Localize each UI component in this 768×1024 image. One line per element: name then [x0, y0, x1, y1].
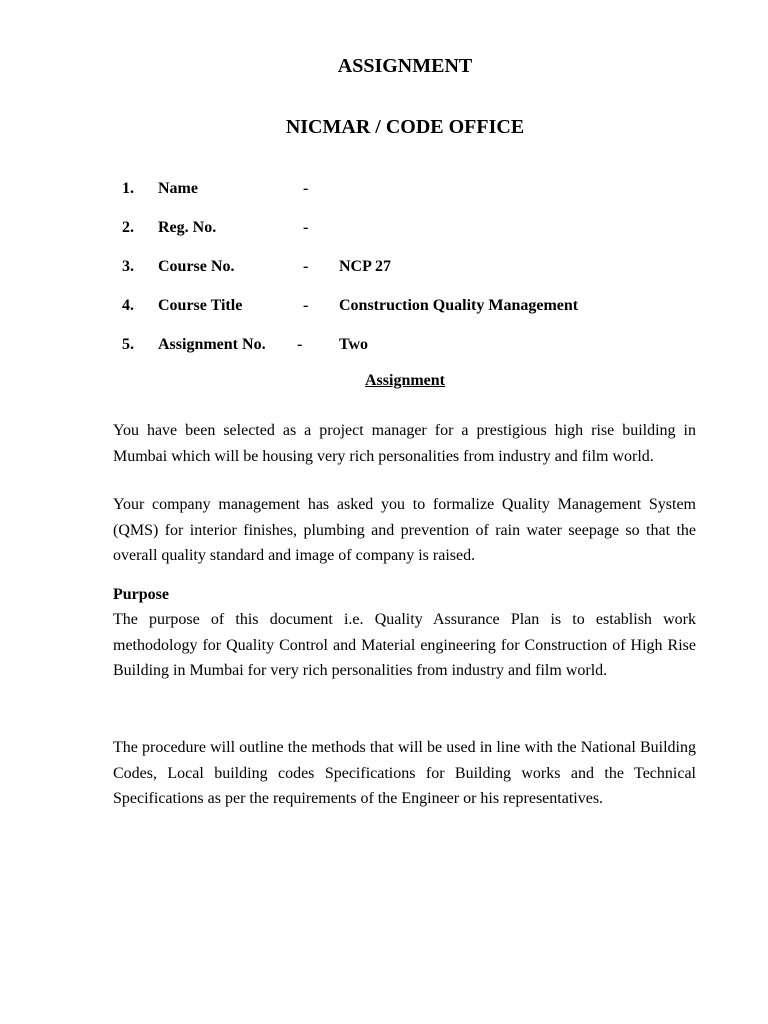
field-dash: -	[303, 258, 309, 275]
field-label: Name	[158, 180, 198, 197]
field-dash: -	[303, 180, 309, 197]
paragraph-management: Your company management has asked you to formalize Quality Management System (QMS) for interior finishes, plumbing and prevention of rain water seepage so that the overall quality standard and image of company is raised.	[113, 496, 696, 564]
paragraph-procedure: The procedure will outline the methods that will be used in line with the National Building Codes, Local building codes Specifications for Building works and the Technical Specifications as per the requirements of the Engineer or his representatives.	[113, 739, 696, 807]
field-value: NCP 27	[339, 258, 391, 275]
document-title: ASSIGNMENT	[337, 55, 473, 77]
field-row-name	[0, 178, 768, 200]
field-row-course-title	[0, 295, 768, 317]
paragraph-intro: You have been selected as a project manager for a prestigious high rise building in Mumbai which will be housing very rich personalities from industry and film world.	[113, 422, 696, 465]
field-label: Course Title	[158, 297, 243, 314]
field-number: 5.	[122, 336, 134, 353]
field-number: 1.	[122, 180, 134, 197]
field-row-course-no	[0, 256, 768, 278]
field-dash: -	[303, 219, 309, 236]
field-row-reg-no	[0, 217, 768, 239]
field-dash: -	[303, 297, 309, 314]
field-label: Reg. No.	[158, 219, 217, 236]
field-number: 3.	[122, 258, 134, 275]
purpose-heading: Purpose	[113, 586, 169, 603]
field-number: 2.	[122, 219, 134, 236]
field-number: 4.	[122, 297, 134, 314]
section-heading: Assignment	[364, 372, 445, 389]
field-value: Two	[339, 336, 369, 353]
field-value: Construction Quality Management	[339, 297, 579, 314]
field-dash: -	[297, 336, 303, 353]
field-label: Assignment No.	[158, 336, 266, 353]
field-label: Course No.	[158, 258, 235, 275]
field-row-assignment-no	[0, 334, 768, 356]
paragraph-purpose: The purpose of this document i.e. Quality Assurance Plan is to establish work methodology for Quality Control and Material engineering for Construction of High Rise Building in Mumbai for very rich personalities from industry and film world.	[113, 611, 696, 679]
document-subtitle: NICMAR / CODE OFFICE	[285, 116, 525, 138]
